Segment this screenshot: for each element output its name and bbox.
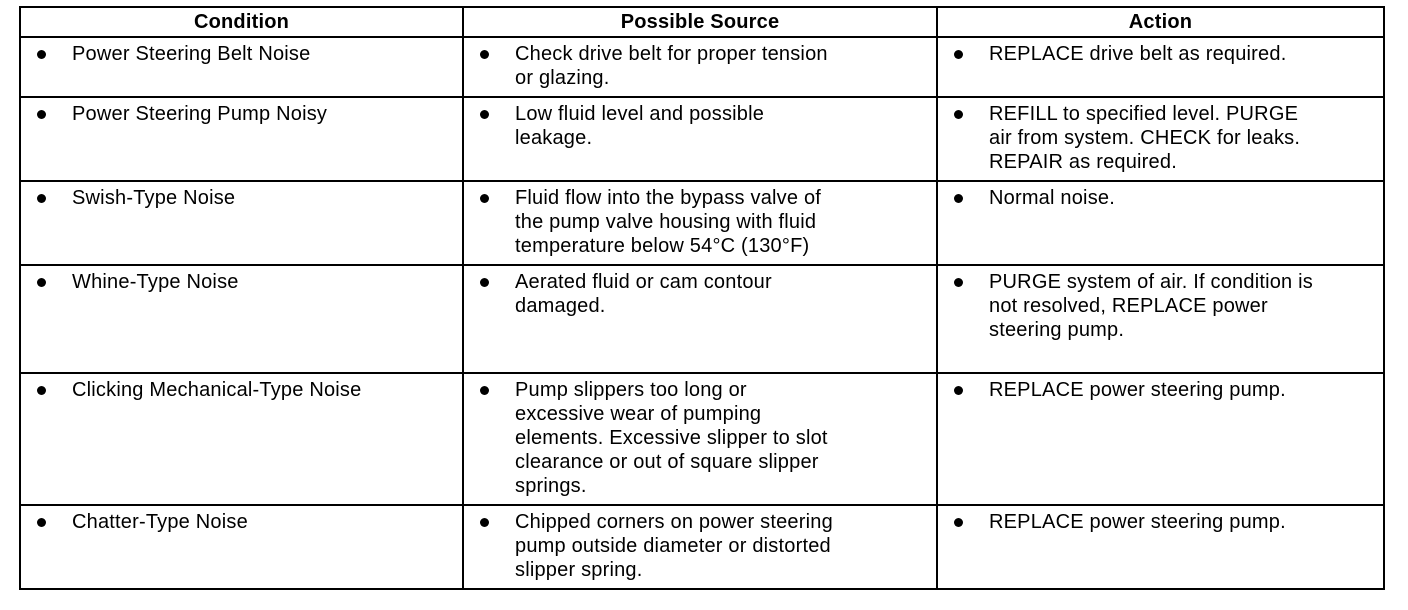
action-cell [937,37,1384,97]
condition-text: Chatter-Type Noise [72,511,248,533]
action-text: PURGE system of air. If condition is not resolved, REPLACE power steering pump. [989,271,1313,341]
source-text: Aerated fluid or cam contour damaged. [515,271,772,317]
source-cell [463,505,937,589]
table-row [20,373,1384,505]
condition-text: Clicking Mechanical-Type Noise [72,379,362,401]
action-cell [937,181,1384,265]
header-condition: Condition [20,7,463,37]
action-cell [937,505,1384,589]
source-text: Check drive belt for proper tension or glazing. [515,43,828,89]
condition-text: Swish-Type Noise [72,187,236,209]
table-row [20,37,1384,97]
bullet-icon [37,386,46,395]
source-text: Pump slippers too long or excessive wear of pumping elements. Excessive slipper to slot clearance or out of square slipper springs. [515,379,828,497]
bullet-icon [480,110,489,119]
bullet-icon [954,278,963,287]
bullet-icon [37,278,46,287]
source-cell [463,97,937,181]
source-cell [463,181,937,265]
condition-text: Power Steering Belt Noise [72,43,311,65]
bullet-icon [480,278,489,287]
condition-cell [20,181,463,265]
bullet-icon [37,50,46,59]
bullet-icon [954,110,963,119]
bullet-icon [480,518,489,527]
action-text: REPLACE power steering pump. [989,379,1286,401]
source-text: Chipped corners on power steering pump outside diameter or distorted slipper spring. [515,511,833,581]
action-text: REPLACE drive belt as required. [989,43,1287,65]
bullet-icon [954,194,963,203]
action-text: Normal noise. [989,187,1115,209]
bullet-icon [37,194,46,203]
table-row [20,505,1384,589]
condition-cell [20,97,463,181]
condition-text: Power Steering Pump Noisy [72,103,328,125]
bullet-icon [954,386,963,395]
action-cell [937,97,1384,181]
header-action: Action [937,7,1384,37]
bullet-icon [954,50,963,59]
condition-cell [20,505,463,589]
bullet-icon [480,194,489,203]
source-text: Fluid flow into the bypass valve of the pump valve housing with fluid temperature below 54°C (130°F) [515,187,822,257]
diagnosis-table [19,6,1385,590]
condition-cell [20,265,463,373]
table-row [20,97,1384,181]
action-text: REPLACE power steering pump. [989,511,1286,533]
header-possible-source: Possible Source [463,7,937,37]
table-row [20,181,1384,265]
condition-cell [20,37,463,97]
condition-cell [20,373,463,505]
header-row [20,7,1384,37]
bullet-icon [480,50,489,59]
bullet-icon [480,386,489,395]
source-cell [463,265,937,373]
bullet-icon [954,518,963,527]
table-row [20,265,1384,373]
action-cell [937,373,1384,505]
condition-text: Whine-Type Noise [72,271,239,293]
source-cell [463,37,937,97]
bullet-icon [37,518,46,527]
source-text: Low fluid level and possible leakage. [515,103,765,149]
action-cell [937,265,1384,373]
source-cell [463,373,937,505]
action-text: REFILL to specified level. PURGE air from system. CHECK for leaks. REPAIR as required. [989,103,1301,173]
bullet-icon [37,110,46,119]
